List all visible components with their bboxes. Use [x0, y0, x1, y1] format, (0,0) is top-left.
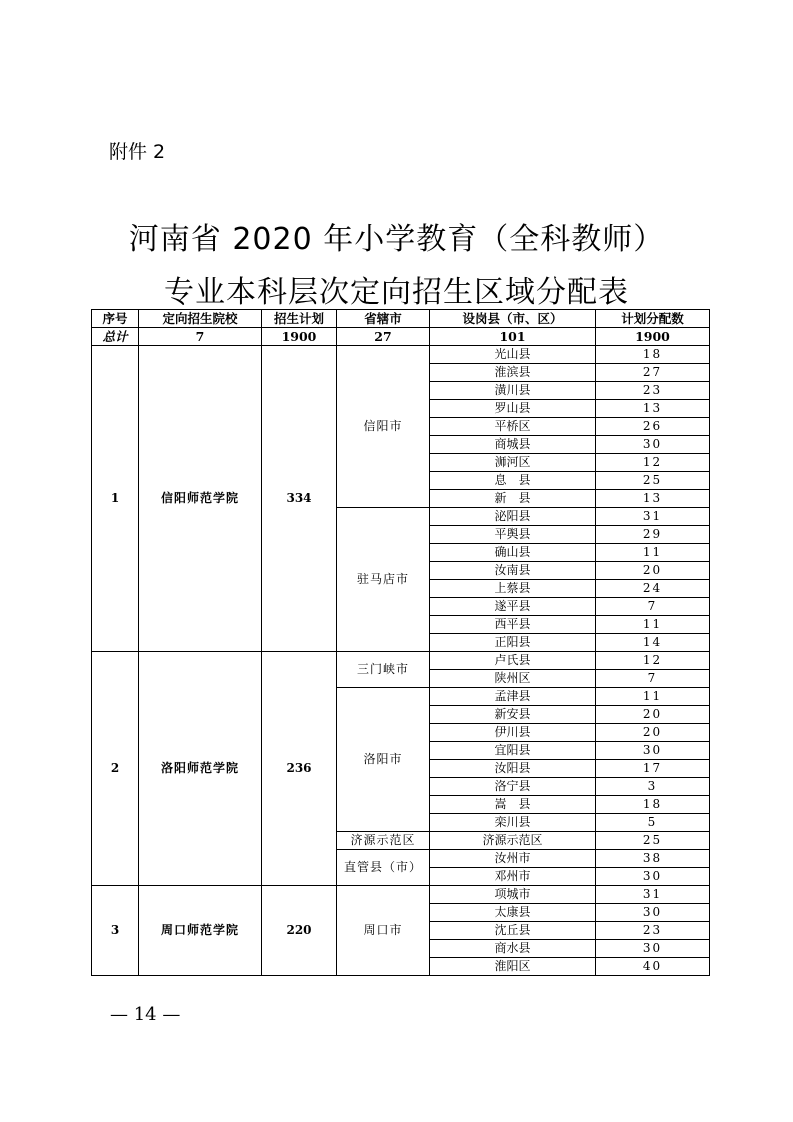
- county-cell: 沈丘县: [430, 922, 596, 940]
- total-allocation: 1900: [596, 328, 710, 346]
- county-cell: 伊川县: [430, 724, 596, 742]
- allocation-cell: 11: [596, 688, 710, 706]
- allocation-cell: 40: [596, 958, 710, 976]
- group-school: 周口师范学院: [139, 886, 262, 976]
- allocation-cell: 30: [596, 868, 710, 886]
- county-cell: 卢氏县: [430, 652, 596, 670]
- county-cell: 陕州区: [430, 670, 596, 688]
- city-cell: 信阳市: [337, 346, 430, 508]
- allocation-cell: 20: [596, 706, 710, 724]
- allocation-cell: 20: [596, 724, 710, 742]
- allocation-table: [91, 309, 710, 976]
- county-cell: 光山县: [430, 346, 596, 364]
- group-school: 洛阳师范学院: [139, 652, 262, 886]
- group-plan: 334: [262, 346, 337, 652]
- total-schools: 7: [139, 328, 262, 346]
- county-cell: 邓州市: [430, 868, 596, 886]
- county-cell: 孟津县: [430, 688, 596, 706]
- header-plan: 招生计划: [262, 310, 337, 328]
- city-cell: 周口市: [337, 886, 430, 976]
- header-allocation: 计划分配数: [596, 310, 710, 328]
- allocation-cell: 11: [596, 544, 710, 562]
- county-cell: 遂平县: [430, 598, 596, 616]
- header-county: 设岗县（市、区）: [430, 310, 596, 328]
- allocation-cell: 38: [596, 850, 710, 868]
- allocation-cell: 13: [596, 400, 710, 418]
- county-cell: 汝南县: [430, 562, 596, 580]
- city-cell: 驻马店市: [337, 508, 430, 652]
- table-header-row: [92, 310, 710, 328]
- county-cell: 上蔡县: [430, 580, 596, 598]
- page-number: — 14 —: [110, 1004, 181, 1025]
- county-cell: 罗山县: [430, 400, 596, 418]
- county-cell: 太康县: [430, 904, 596, 922]
- group-seq: 2: [92, 652, 139, 886]
- city-cell: 直管县（市）: [337, 850, 430, 886]
- allocation-cell: 30: [596, 940, 710, 958]
- allocation-cell: 30: [596, 904, 710, 922]
- county-cell: 平桥区: [430, 418, 596, 436]
- table-row: [92, 886, 710, 904]
- county-cell: 新 县: [430, 490, 596, 508]
- allocation-cell: 7: [596, 598, 710, 616]
- header-city: 省辖市: [337, 310, 430, 328]
- allocation-cell: 12: [596, 652, 710, 670]
- page-title-line1: 河南省 2020 年小学教育（全科教师）: [128, 222, 665, 257]
- county-cell: 西平县: [430, 616, 596, 634]
- total-counties: 101: [430, 328, 596, 346]
- allocation-cell: 24: [596, 580, 710, 598]
- allocation-cell: 25: [596, 472, 710, 490]
- allocation-cell: 5: [596, 814, 710, 832]
- table-row: [92, 652, 710, 670]
- allocation-cell: 23: [596, 382, 710, 400]
- county-cell: 淮阳区: [430, 958, 596, 976]
- county-cell: 汝州市: [430, 850, 596, 868]
- group-seq: 1: [92, 346, 139, 652]
- group-seq: 3: [92, 886, 139, 976]
- allocation-cell: 26: [596, 418, 710, 436]
- group-plan: 220: [262, 886, 337, 976]
- allocation-cell: 14: [596, 634, 710, 652]
- allocation-cell: 31: [596, 886, 710, 904]
- group-plan: 236: [262, 652, 337, 886]
- county-cell: 平舆县: [430, 526, 596, 544]
- allocation-cell: 20: [596, 562, 710, 580]
- county-cell: 商城县: [430, 436, 596, 454]
- county-cell: 潢川县: [430, 382, 596, 400]
- total-row: [92, 328, 710, 346]
- total-plan: 1900: [262, 328, 337, 346]
- city-cell: 济源示范区: [337, 832, 430, 850]
- county-cell: 息 县: [430, 472, 596, 490]
- allocation-cell: 17: [596, 760, 710, 778]
- allocation-cell: 3: [596, 778, 710, 796]
- county-cell: 淮滨县: [430, 364, 596, 382]
- allocation-cell: 13: [596, 490, 710, 508]
- allocation-cell: 29: [596, 526, 710, 544]
- county-cell: 浉河区: [430, 454, 596, 472]
- page-title-line2: 专业本科层次定向招生区域分配表: [164, 275, 629, 310]
- county-cell: 宜阳县: [430, 742, 596, 760]
- county-cell: 商水县: [430, 940, 596, 958]
- county-cell: 洛宁县: [430, 778, 596, 796]
- county-cell: 项城市: [430, 886, 596, 904]
- allocation-cell: 23: [596, 922, 710, 940]
- county-cell: 新安县: [430, 706, 596, 724]
- total-label: 总计: [92, 328, 139, 346]
- allocation-cell: 11: [596, 616, 710, 634]
- allocation-cell: 12: [596, 454, 710, 472]
- allocation-cell: 31: [596, 508, 710, 526]
- header-seq: 序号: [92, 310, 139, 328]
- allocation-cell: 30: [596, 742, 710, 760]
- allocation-cell: 30: [596, 436, 710, 454]
- allocation-cell: 25: [596, 832, 710, 850]
- city-cell: 三门峡市: [337, 652, 430, 688]
- header-school: 定向招生院校: [139, 310, 262, 328]
- total-cities: 27: [337, 328, 430, 346]
- allocation-cell: 7: [596, 670, 710, 688]
- group-school: 信阳师范学院: [139, 346, 262, 652]
- county-cell: 确山县: [430, 544, 596, 562]
- county-cell: 泌阳县: [430, 508, 596, 526]
- county-cell: 济源示范区: [430, 832, 596, 850]
- attachment-label: 附件 2: [109, 141, 166, 163]
- allocation-cell: 18: [596, 346, 710, 364]
- allocation-cell: 27: [596, 364, 710, 382]
- city-cell: 洛阳市: [337, 688, 430, 832]
- county-cell: 栾川县: [430, 814, 596, 832]
- allocation-cell: 18: [596, 796, 710, 814]
- county-cell: 嵩 县: [430, 796, 596, 814]
- table-row: [92, 346, 710, 364]
- county-cell: 汝阳县: [430, 760, 596, 778]
- county-cell: 正阳县: [430, 634, 596, 652]
